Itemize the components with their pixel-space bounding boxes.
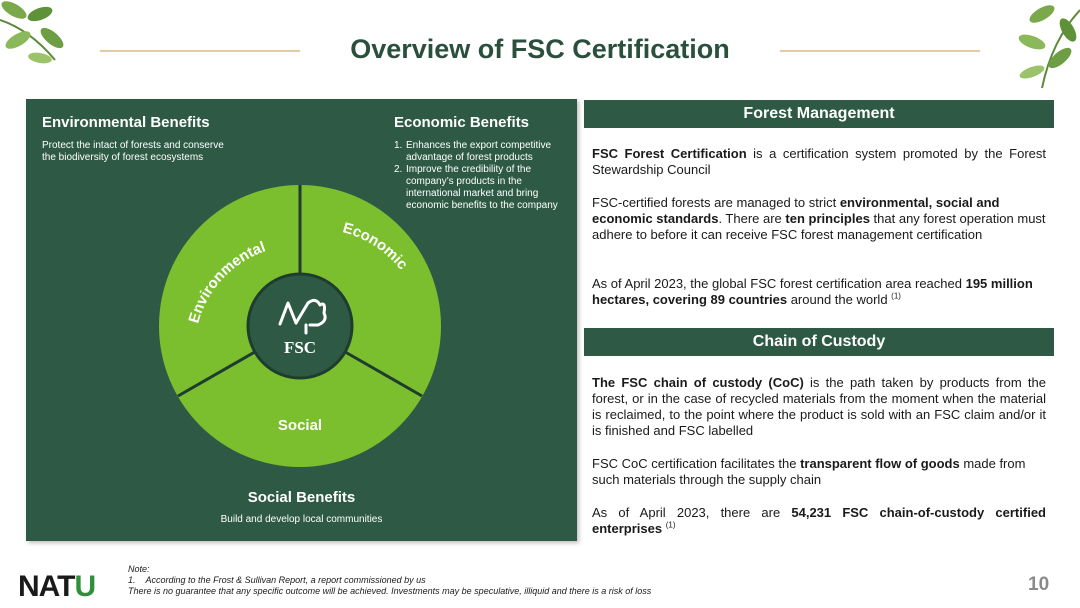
- logo-text-accent: U: [74, 570, 96, 603]
- disclaimer-text: There is no guarantee that any specific outcome will be achieved. Investments may be speculative, illiquid and there is a risk of loss: [128, 586, 652, 596]
- benefits-panel: [26, 99, 577, 541]
- page-number: 10: [1028, 574, 1050, 595]
- paragraph-text: . There are: [718, 211, 786, 226]
- paragraph-text: is a certification system promoted by the Forest Stewardship Council: [592, 146, 1046, 177]
- logo-text: NAT: [18, 570, 75, 603]
- footnote-marker: (1): [891, 291, 901, 301]
- economic-benefit-line: economic benefits to the company: [406, 200, 558, 211]
- footnote-marker: (1): [665, 520, 676, 530]
- environmental-benefits-heading: Environmental Benefits: [42, 114, 210, 131]
- note-label: Note:: [128, 564, 150, 574]
- economic-benefit-line: Enhances the export competitive: [406, 140, 552, 151]
- bold-text: ten principles: [785, 211, 870, 226]
- environmental-benefits-line: the biodiversity of forest ecosystems: [42, 152, 204, 163]
- paragraph-text: FSC CoC certification facilitates the: [592, 456, 801, 471]
- footnote-block: [128, 564, 651, 597]
- bold-text: environmental, social and economic standards: [592, 195, 1000, 226]
- forest-management-paragraph: [592, 195, 1046, 243]
- fsc-center-label: FSC: [283, 338, 317, 357]
- note-item: [128, 575, 651, 586]
- chain-of-custody-paragraph: [592, 456, 1046, 488]
- paragraph-text: As of April 2023, there are: [592, 505, 792, 520]
- paragraph-text: As of April 2023, the global FSC forest certification area reached: [592, 276, 966, 291]
- page-title: Overview of FSC Certification: [350, 34, 730, 64]
- forest-management-paragraph: [592, 276, 1046, 308]
- forest-management-paragraph: [592, 146, 1046, 178]
- chain-of-custody-paragraph: [592, 505, 1046, 537]
- economic-benefit-line: advantage of forest products: [406, 152, 533, 163]
- segment-label-social: Social: [277, 417, 323, 434]
- environmental-benefits-line: Protect the intact of forests and conserve: [42, 140, 224, 151]
- economic-benefit-line: company’s products in the: [406, 176, 522, 187]
- natu-logo: [18, 570, 95, 604]
- paragraph-text: is the path taken by products from the forest, or in the case of recycled materials from the moment when the material is reclaimed, to the point where the product is sold with an FSC claim and/or it is finished and FSC labelled: [592, 375, 1046, 438]
- bold-text: FSC Forest Certification: [592, 146, 747, 161]
- paragraph-text: FSC-certified forests are managed to strict: [592, 195, 840, 210]
- chain-of-custody-header: Chain of Custody: [584, 328, 1054, 356]
- bold-text: transparent flow of goods: [800, 456, 960, 471]
- economic-benefit-line: Improve the credibility of the: [406, 164, 532, 175]
- economic-benefits-heading: Economic Benefits: [394, 114, 530, 131]
- paragraph-text: around the world: [787, 292, 892, 307]
- social-benefits-heading: Social Benefits: [247, 489, 356, 506]
- chain-of-custody-paragraph: [592, 375, 1046, 439]
- segment-label-economic-text: Economic: [340, 219, 412, 273]
- social-benefits-text: Build and develop local communities: [220, 514, 383, 525]
- wheel-center: [248, 274, 352, 378]
- bold-text: 195 million hectares, covering 89 countries: [592, 276, 1033, 307]
- paragraph-text: that any forest operation must adhere to before it can receive FSC forest management certification: [592, 211, 1046, 242]
- fsc-benefits-wheel: [26, 99, 577, 541]
- bold-text: 54,231 FSC chain-of-custody certified enterprises: [592, 505, 1046, 536]
- list-number: 2.: [394, 164, 403, 175]
- list-number: 1.: [394, 140, 403, 151]
- note-text: According to the Frost & Sullivan Report, a report commissioned by us: [145, 575, 426, 585]
- forest-management-header: Forest Management: [584, 100, 1054, 128]
- paragraph-text: made from such materials through the supply chain: [592, 456, 1026, 487]
- note-number: 1.: [128, 575, 136, 585]
- bold-text: The FSC chain of custody (CoC): [592, 375, 804, 390]
- economic-benefit-line: international market and bring: [406, 188, 539, 199]
- segment-label-environmental-text: Environmental: [185, 238, 268, 326]
